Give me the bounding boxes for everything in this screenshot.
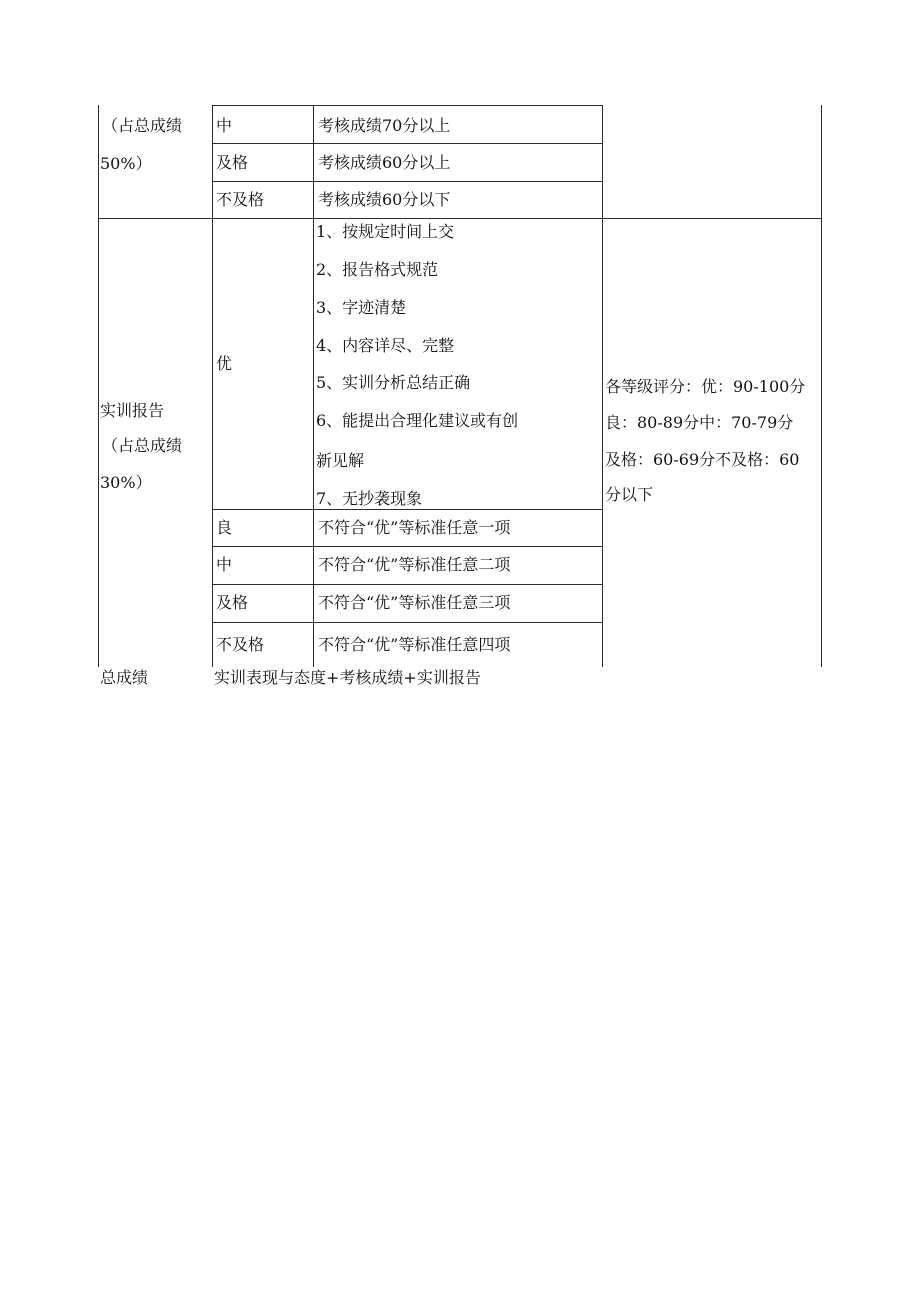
criteria-line: 1、按规定时间上交 xyxy=(316,222,455,241)
exam-weight-line2: 50%） xyxy=(100,154,152,173)
row-divider xyxy=(212,622,603,623)
row-divider xyxy=(212,584,603,585)
scoring-note-line: 各等级评分：优：90-100分 xyxy=(605,377,806,396)
criteria-cell: 考核成绩70分以上 xyxy=(318,116,451,135)
criteria-line: 2、报告格式规范 xyxy=(316,260,439,279)
grade-cell: 中 xyxy=(216,555,233,574)
criteria-cell: 考核成绩60分以下 xyxy=(318,190,451,209)
criteria-cell: 不符合“优”等标准任意四项 xyxy=(318,635,511,654)
total-formula: 实训表现与态度+考核成绩+实训报告 xyxy=(214,668,481,687)
criteria-line: 6、能提出合理化建议或有创 xyxy=(316,411,519,430)
row-divider xyxy=(212,105,603,106)
row-divider xyxy=(212,509,603,510)
report-weight-line2: 30%） xyxy=(100,473,152,492)
grade-cell: 优 xyxy=(216,354,233,373)
grade-cell: 及格 xyxy=(216,153,249,172)
grade-cell: 及格 xyxy=(216,593,249,612)
criteria-cell: 考核成绩60分以上 xyxy=(318,153,451,172)
report-weight-line1: （占总成绩 xyxy=(102,436,183,455)
table-divider-col2 xyxy=(313,105,314,667)
total-label: 总成绩 xyxy=(100,668,149,687)
criteria-line: 5、实训分析总结正确 xyxy=(316,373,471,392)
exam-weight-line1: （占总成绩 xyxy=(102,116,183,135)
grade-cell: 中 xyxy=(216,116,233,135)
criteria-line: 7、无抄袭现象 xyxy=(316,489,423,508)
row-divider xyxy=(212,181,603,182)
scoring-note-line: 分以下 xyxy=(605,485,654,504)
criteria-cell: 不符合“优”等标准任意二项 xyxy=(318,555,511,574)
table-divider-col1 xyxy=(212,105,213,667)
grade-cell: 不及格 xyxy=(216,635,265,654)
criteria-cell: 不符合“优”等标准任意三项 xyxy=(318,593,511,612)
section-divider xyxy=(98,218,822,219)
table-border-left xyxy=(98,105,99,667)
row-divider xyxy=(212,143,603,144)
criteria-cell: 不符合“优”等标准任意一项 xyxy=(318,518,511,537)
grade-cell: 不及格 xyxy=(216,190,265,209)
table-border-right xyxy=(821,105,822,667)
grade-cell: 良 xyxy=(216,518,233,537)
table-divider-col3 xyxy=(602,105,603,667)
criteria-line: 3、字迹清楚 xyxy=(316,298,407,317)
scoring-note-line: 及格：60-69分不及格：60 xyxy=(605,450,800,469)
report-title: 实训报告 xyxy=(100,401,165,420)
row-divider xyxy=(212,546,603,547)
criteria-line: 新见解 xyxy=(316,451,365,470)
criteria-line: 4、内容详尽、完整 xyxy=(316,336,455,355)
scoring-note-line: 良：80-89分中：70-79分 xyxy=(605,413,794,432)
